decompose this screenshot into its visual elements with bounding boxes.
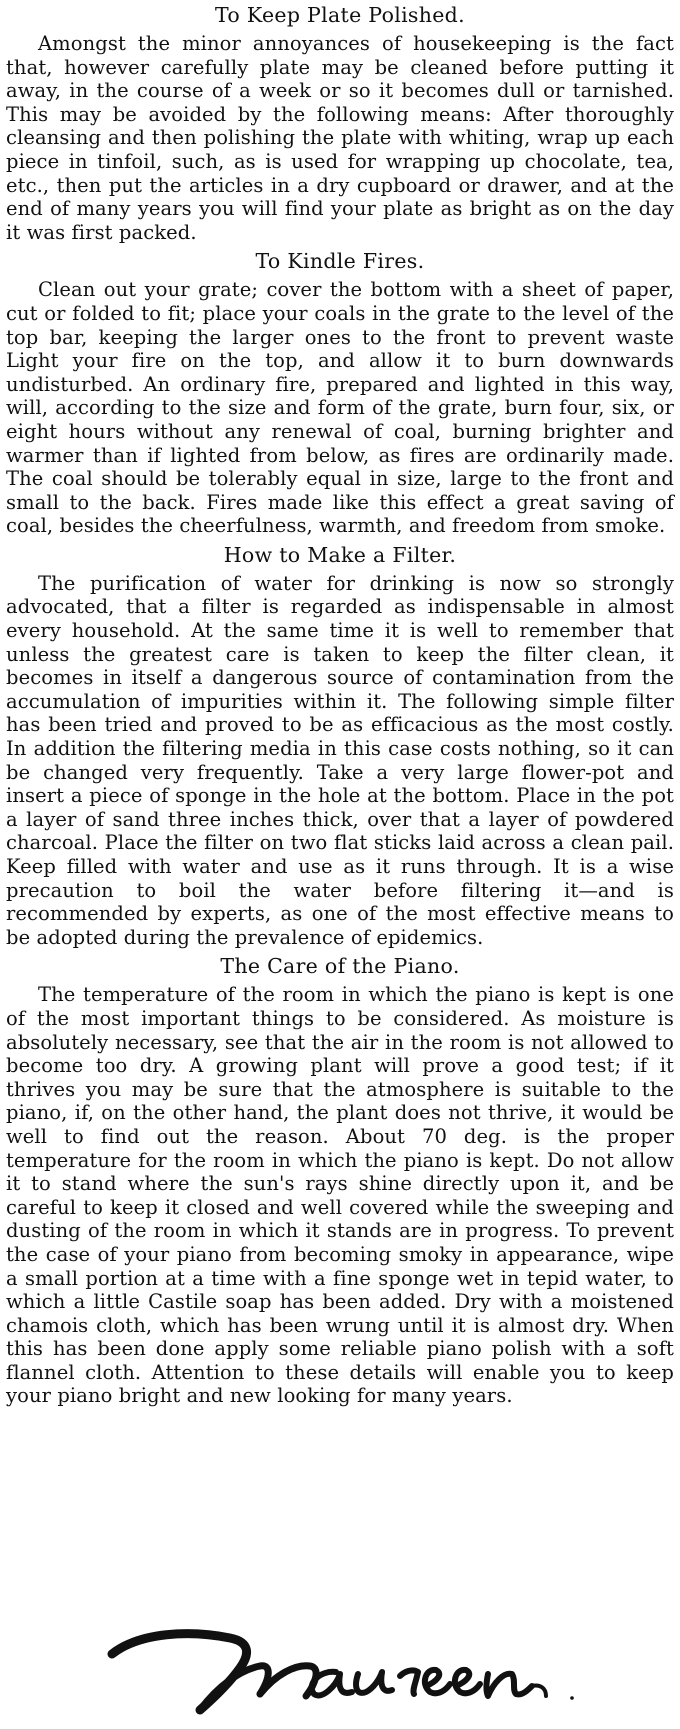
signature-maureen [100, 1624, 600, 1724]
section-text-fires: Clean out your grate; cover the bottom with a sheet of paper, cut or folded to fit; place your coals in the grate to the level of the top bar, keeping the larger ones to the front to prevent waste Light your fire on the top, and allow it to burn downwards undisturbed. An ordinary fire, prepared and lighted in this way, will, according to the size and form of the grate, burn four, six, or eight hours without any renewal of coal, burning brighter and warmer than if lighted from below, as fires are ordinarily made. The coal should be tolerably equal in size, large to the front and small to the back. Fires made like this effect a great saving of coal, besides the cheerfulness, warmth, and freedom from smoke. [6, 278, 674, 538]
section-heading-filter: How to Make a Filter. [223, 542, 457, 567]
section-heading-fires: To Kindle Fires. [255, 249, 425, 274]
section-heading-plate: To Keep Plate Polished. [215, 3, 465, 27]
section-heading-piano: The Care of the Piano. [220, 954, 460, 979]
section-text-piano: The temperature of the room in which the piano is kept is one of the most important things to be considered. As moisture is absolutely necessary, see that the air in the room is not allowed to become too dry. A growing plant will prove a good test; if it thrives you may be sure that the atmosphere is suitable to the piano, if, on the other hand, the plant does not thrive, it would be well to find out the reason. About 70 deg. is the proper temperature for the room in which the piano is kept. Do not allow it to stand where the sun's rays shine directly upon it, and be careful to keep it closed and well covered while the sweeping and dusting of the room in which it stands are in progress. To prevent the case of your piano from becoming smoky in appearance, wipe a small portion at a time with a fine sponge wet in tepid water, to which a little Castile soap has been added. Dry with a moistened chamois cloth, which has been wrung until it is almost dry. When this has been done apply some reliable piano polish with a soft flannel cloth. Attention to these details will enable you to keep your piano bright and new looking for many years. [6, 983, 674, 1408]
section-text-plate: Amongst the minor annoyances of housekeeping is the fact that, however carefully plate may be cleaned before putting it away, in the course of a week or so it becomes dull or tarnished. This may be avoided by the following means: After thoroughly cleansing and then polishing the plate with whiting, wrap up each piece in tinfoil, such, as is used for wrapping up chocolate, tea, etc., then put the articles in a dry cupboard or drawer, and at the end of many years you will find your plate as bright as on the day it was first packed. [6, 32, 674, 244]
section-text-filter: The purification of water for drinking is now so strongly advocated, that a filter is regarded as indispensable in almost every household. At the same time it is well to remember that unless the greatest care is taken to keep the filter clean, it becomes in itself a dangerous source of contamination from the accumulation of impurities within it. The following simple filter has been tried and proved to be as efficacious as the most costly. In addition the filtering media in this case costs nothing, so it can be changed very frequently. Take a very large flower-pot and insert a piece of sponge in the hole at the bottom. Place in the pot a layer of sand three inches thick, over that a layer of powdered charcoal. Place the filter on two flat sticks laid across a clean pail. Keep filled with water and use as it runs through. It is a wise precaution to boil the water before filtering it—and is recommended by experts, as one of the most effective means to be adopted during the prevalence of epidemics. [6, 571, 674, 949]
article-column [6, 0, 674, 1412]
